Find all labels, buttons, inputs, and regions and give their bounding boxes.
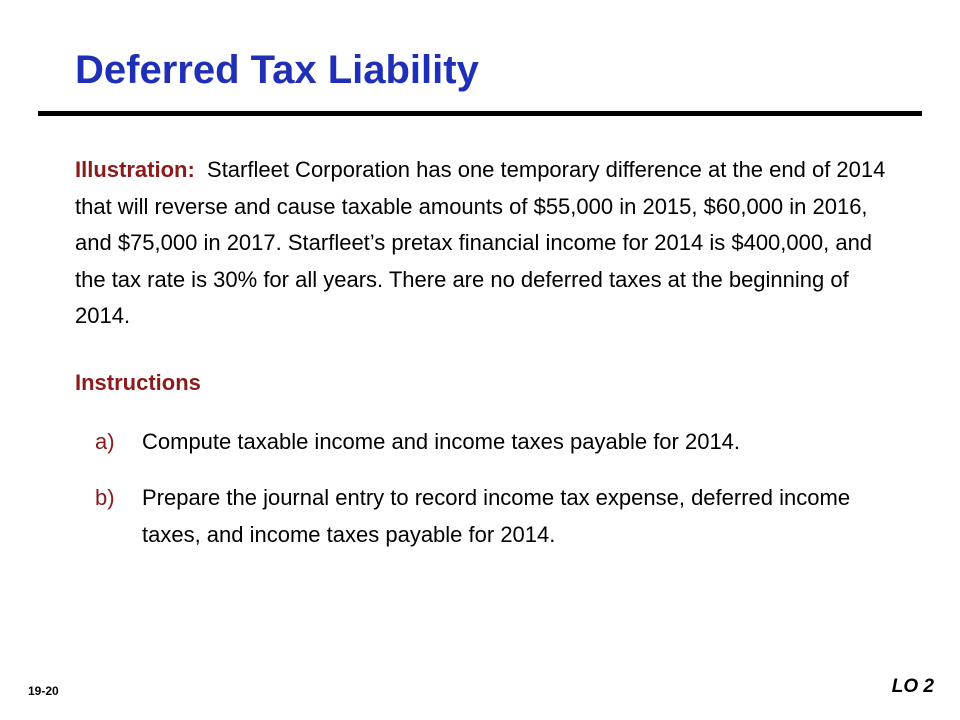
instruction-step-b bbox=[95, 480, 895, 553]
illustration-paragraph bbox=[75, 152, 905, 335]
slide-number: 19-20 bbox=[28, 684, 59, 698]
step-b-text: Prepare the journal entry to record income tax expense, deferred income taxes, and income taxes payable for 2014. bbox=[142, 485, 851, 547]
title-divider bbox=[38, 111, 922, 116]
step-a-text: Compute taxable income and income taxes payable for 2014. bbox=[142, 429, 741, 454]
slide-title: Deferred Tax Liability bbox=[75, 48, 479, 92]
illustration-text: Starfleet Corporation has one temporary difference at the end of 2014 that will reverse and cause taxable amounts of $55,000 in 2015, $60,000 in 2016, and $75,000 in 2017. Starfleet’s pretax financial income for 2014 is $400,000, and the tax rate is 30% for all years. There are no deferred taxes at the beginning of 2014. bbox=[75, 157, 886, 328]
instruction-step-a bbox=[95, 424, 895, 461]
illustration-label: Illustration: bbox=[75, 157, 195, 182]
step-a-marker: a) bbox=[95, 429, 115, 454]
learning-objective-tag: LO 2 bbox=[891, 676, 934, 697]
step-b-marker: b) bbox=[95, 485, 115, 510]
instructions-heading: Instructions bbox=[75, 370, 201, 395]
